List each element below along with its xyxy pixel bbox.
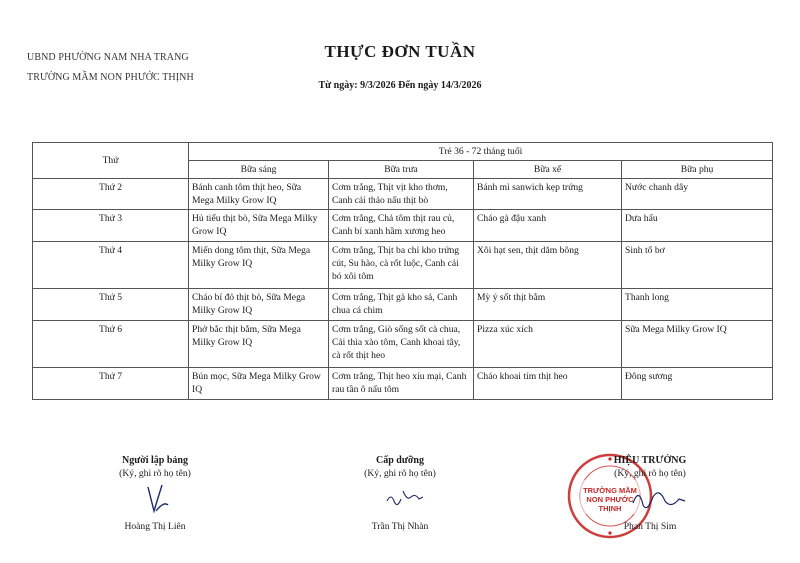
column-header-extra: Bữa phụ (622, 161, 773, 179)
date-range: Từ ngày: 9/3/2026 Đến ngày 14/3/2026 (318, 80, 482, 91)
menu-table (32, 142, 773, 400)
breakfast-cell: Cháo bí đỏ thịt bò, Sữa Mega Milky Grow IQ (189, 289, 329, 321)
age-group-header: Trẻ 36 - 72 tháng tuổi (189, 143, 773, 161)
table-row (33, 368, 773, 400)
afternoon-cell: Cháo khoai tím thịt heo (474, 368, 622, 400)
day-column-header: Thứ (33, 143, 189, 179)
breakfast-cell: Hủ tiếu thịt bò, Sữa Mega Milky Grow IQ (189, 210, 329, 242)
lunch-cell: Cơm trắng, Thịt ba chỉ kho trứng cút, Su hào, cà rốt luộc, Canh cải bó xôi tôm (329, 242, 474, 289)
extra-cell: Dưa hấu (622, 210, 773, 242)
handwritten-signature (629, 483, 689, 517)
breakfast-cell: Phở bắc thịt bằm, Sữa Mega Milky Grow IQ (189, 321, 329, 368)
extra-cell: Thanh long (622, 289, 773, 321)
day-cell: Thứ 6 (33, 321, 189, 368)
lunch-cell: Cơm trắng, Thịt vịt kho thơm, Canh cải thảo nấu thịt bò (329, 179, 474, 210)
lunch-cell: Cơm trắng, Thịt gà kho sả, Canh chua cá chim (329, 289, 474, 321)
afternoon-cell: Bánh mì sanwich kẹp trứng (474, 179, 622, 210)
lunch-cell: Cơm trắng, Chả tôm thịt rau củ, Canh bí xanh hầm xương heo (329, 210, 474, 242)
stamp-text: TRƯỜNG MẦM NON PHƯỚC THỊNH (583, 486, 637, 513)
day-cell: Thứ 4 (33, 242, 189, 289)
breakfast-cell: Miến dong tôm thịt, Sữa Mega Milky Grow IQ (189, 242, 329, 289)
signature-name: Hoàng Thị Liên (124, 521, 186, 532)
extra-cell: Nước chanh dây (622, 179, 773, 210)
breakfast-cell: Bún mọc, Sữa Mega Milky Grow IQ (189, 368, 329, 400)
lunch-cell: Cơm trắng, Thịt heo xíu mại, Canh rau tần ô nấu tôm (329, 368, 474, 400)
day-cell: Thứ 2 (33, 179, 189, 210)
signature-hint: (Ký, ghi rõ họ tên) (364, 468, 436, 479)
breakfast-cell: Bánh canh tôm thịt heo, Sữa Mega Milky Grow IQ (189, 179, 329, 210)
table-row (33, 289, 773, 321)
afternoon-cell: Xôi hạt sen, thịt dăm bông (474, 242, 622, 289)
lunch-cell: Cơm trắng, Giò sống sốt cà chua, Cải thìa xào tôm, Canh khoai tây, cà rốt thịt heo (329, 321, 474, 368)
day-cell: Thứ 3 (33, 210, 189, 242)
afternoon-cell: Mỳ ý sốt thịt bằm (474, 289, 622, 321)
table-row (33, 210, 773, 242)
org-line-1: UBND PHƯỜNG NAM NHA TRANG (27, 52, 189, 63)
extra-cell: Sữa Mega Milky Grow IQ (622, 321, 773, 368)
extra-cell: Sinh tố bơ (622, 242, 773, 289)
signature-block-preparer (80, 455, 230, 532)
handwritten-signature (385, 487, 425, 511)
page-title: THỰC ĐƠN TUẦN (324, 42, 476, 61)
signature-hint: (Ký, ghi rõ họ tên) (119, 468, 191, 479)
signature-name: Trần Thị Nhàn (371, 521, 429, 532)
signature-role: Người lập bảng (121, 455, 188, 466)
column-header-breakfast: Bữa sáng (189, 161, 329, 179)
table-row (33, 321, 773, 368)
signature-role: HIỆU TRƯỞNG (613, 455, 687, 466)
signature-block-cook (325, 455, 475, 532)
extra-cell: Đông sương (622, 368, 773, 400)
org-line-2: TRƯỜNG MẦM NON PHƯỚC THỊNH (27, 72, 194, 83)
column-header-lunch: Bữa trưa (329, 161, 474, 179)
handwritten-signature (142, 481, 172, 517)
day-cell: Thứ 5 (33, 289, 189, 321)
signature-name: Phan Thị Sim (623, 521, 677, 532)
signature-role: Cấp dưỡng (376, 455, 424, 466)
signature-hint: (Ký, ghi rõ họ tên) (614, 468, 686, 479)
afternoon-cell: Pizza xúc xích (474, 321, 622, 368)
column-header-afternoon: Bữa xế (474, 161, 622, 179)
table-row (33, 179, 773, 210)
day-cell: Thứ 7 (33, 368, 189, 400)
afternoon-cell: Cháo gà đậu xanh (474, 210, 622, 242)
table-row (33, 242, 773, 289)
